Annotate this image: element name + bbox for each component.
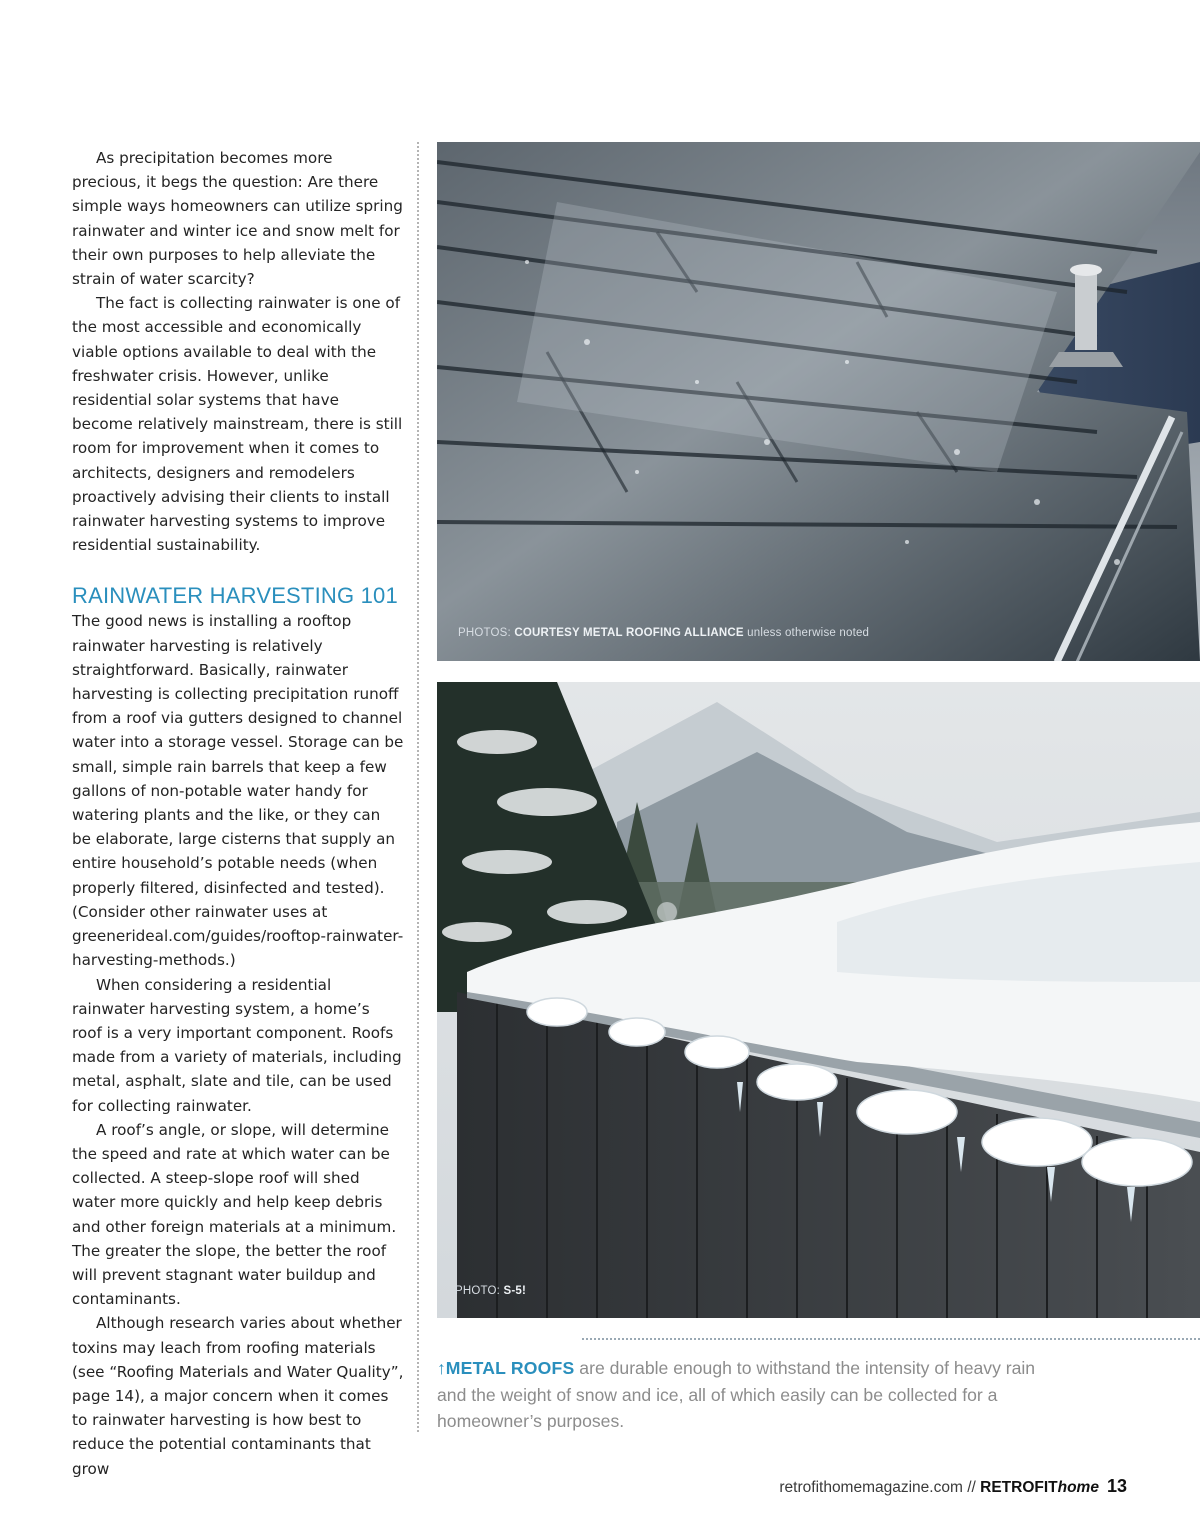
column-divider <box>417 142 419 1432</box>
photo-credit-top <box>458 627 869 639</box>
article-paragraph: A roof’s angle, or slope, will determine the speed and rate at which water can be collected. A steep-slope roof will shed water more quickly and help keep debris and other foreign materials at a minimum. The greater the slope, the better the roof will prevent stagnant water buildup and contaminants. <box>72 1120 397 1309</box>
arrow-up-icon: ↑ <box>437 1358 446 1378</box>
article-paragraph: When considering a residential rainwater harvesting system, a home’s roof is a very important component. Roofs made from a variety of materials, including metal, asphalt, slate and tile, can be used for collecting rainwater. <box>72 975 402 1115</box>
page-number: 13 <box>1106 1476 1127 1496</box>
article-paragraph: Although research varies about whether toxins may leach from roofing materials (see “Roofing Materials and Water Quality”, page 14), a major concern when it comes to rainwater harvesting is how best to reduce the potential contaminants that grow <box>72 1314 404 1478</box>
photo-credit-bottom <box>455 1285 526 1297</box>
photo-credit-prefix: PHOTOS: <box>458 627 515 639</box>
article-paragraph: As precipitation becomes more precious, it begs the question: Are there simple ways homeowners can utilize spring rainwater and winter ice and snow melt for their own purposes to help alleviate the strain of water scarcity? <box>72 149 403 289</box>
caption-divider <box>582 1338 1200 1340</box>
caption-lead: METAL ROOFS <box>445 1358 575 1378</box>
article-paragraph: The good news is installing a rooftop rainwater harvesting is relatively straightforward. Basically, rainwater harvesting is collecting precipitation runoff from a roof via gutters designed to channel water into a storage vessel. Storage can be small, simple rain barrels that keep a few gallons of non-potable water handy for watering plants and the like, or they can be elaborate, large cisterns that supply an entire household’s potable needs (when properly filtered, disinfected and tested). (Consider other rainwater uses at greenerideal.com/guides/rooftop-rainwater-harvesting-methods.) <box>72 612 404 970</box>
roof-rain-photo <box>437 142 1200 661</box>
footer-brand-bold: RETROFIT <box>980 1479 1058 1496</box>
footer-site: retrofithomemagazine.com // <box>779 1479 981 1496</box>
photo-credit-prefix: PHOTO: <box>455 1285 504 1297</box>
footer-brand <box>980 1479 1099 1496</box>
photo-credit-source: COURTESY METAL ROOFING ALLIANCE <box>514 627 744 639</box>
section-heading: RAINWATER HARVESTING 101 <box>72 583 398 609</box>
article-body <box>72 146 404 1481</box>
article-paragraph: The fact is collecting rainwater is one of the most accessible and economically viable options available to deal with the freshwater crisis. However, unlike residential solar systems that have become relatively mainstream, there is still room for improvement when it comes to architects, designers and remodelers proactively advising their clients to install rainwater harvesting systems to improve residential sustainability. <box>72 294 403 555</box>
footer-brand-italic: home <box>1057 1479 1099 1496</box>
photo-credit-suffix: unless otherwise noted <box>743 627 870 639</box>
photo-caption <box>437 1355 1057 1435</box>
caption-text: are durable enough to withstand the intensity of heavy rain and the weight of snow and ice, all of which easily can be collected for a homeowner’s purposes. <box>437 1358 1036 1431</box>
snow-roof-photo <box>437 682 1200 1318</box>
photo-credit-source: S-5! <box>503 1285 527 1297</box>
page-footer <box>779 1476 1127 1497</box>
